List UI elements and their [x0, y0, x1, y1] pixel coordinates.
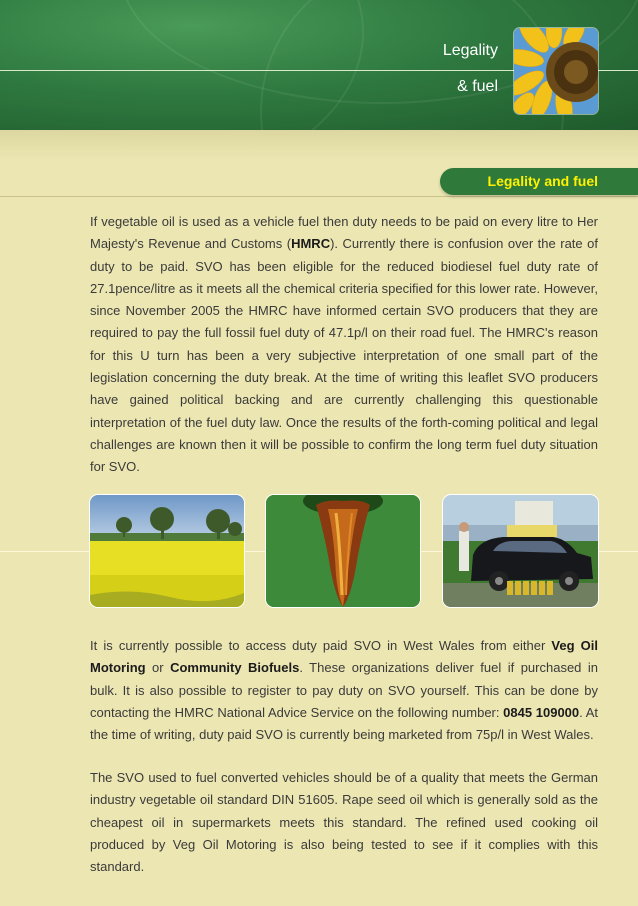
- header-fade: [0, 130, 638, 160]
- rapeseed-field-photo: [90, 495, 244, 607]
- section-tag-rule: [0, 196, 638, 197]
- section-tag: [440, 168, 638, 195]
- paragraph-availability: It is currently possible to access duty paid SVO in West Wales from either Veg Oil Motoring or Community Biofuels. These organizations deliver fuel if purchased in bulk. It is also possible to register to pay duty on SVO yourself. This can be done by contacting the HMRC National Advice Service on the following number: 0845 109000. At the time of writing, duty paid SVO is currently being marketed from 75p/l in West Wales.: [90, 638, 599, 743]
- veg-oil-car-photo: [443, 495, 598, 607]
- veg-oil-motoring-emphasis: Veg Oil Motoring: [90, 638, 599, 676]
- hmrc-phone-number: 0845 109000: [503, 704, 580, 720]
- header-rule: [0, 70, 514, 71]
- paragraph-duty: If vegetable oil is used as a vehicle fuel then duty needs to be paid on every litre to Her Majesty's Revenue and Customs (HMRC). Currently there is confusion over the rate of duty to be paid. SVO has been eligible for the reduced biodiesel fuel duty rate of 27.1pence/litre as it meets all the chemical criteria specified for this lower rate. However, since November 2005 the HMRC have informed certain SVO producers that they are required to pay the full fossil fuel duty of 47.1p/l on their road fuel. The HMRC's reason for this U turn has been a very subjective interpretation of one small part of the legislation concerning the duty break. At the time of writing this leaflet SVO producers have gained political backing and are currently challenging this questionable interpretation of the fuel duty law. Once the results of the forth-coming political and legal challenges are known then it will be possible to confirm the long term fuel duty situation for SVO.: [90, 214, 598, 475]
- header-banner: [0, 0, 638, 130]
- header-rule-right: [598, 70, 638, 71]
- header-title-line1: Legality: [442, 42, 498, 59]
- header-title-line2: & fuel: [457, 78, 498, 95]
- oil-pour-photo: [266, 495, 420, 607]
- community-biofuels-emphasis: Community Biofuels: [170, 660, 300, 676]
- sunflower-image: [514, 28, 598, 114]
- hmrc-emphasis: HMRC: [291, 236, 331, 252]
- paragraph-standard: The SVO used to fuel converted vehicles should be of a quality that meets the German industry vegetable oil standard DIN 51605. Rape seed oil which is generally sold as the cheapest oil in supermarkets meets this standard. The refined used cooking oil produced by Veg Oil Motoring is also being tested to see if it complies with this standard.: [90, 770, 598, 875]
- section-tag-label: Legality and fuel: [487, 173, 598, 189]
